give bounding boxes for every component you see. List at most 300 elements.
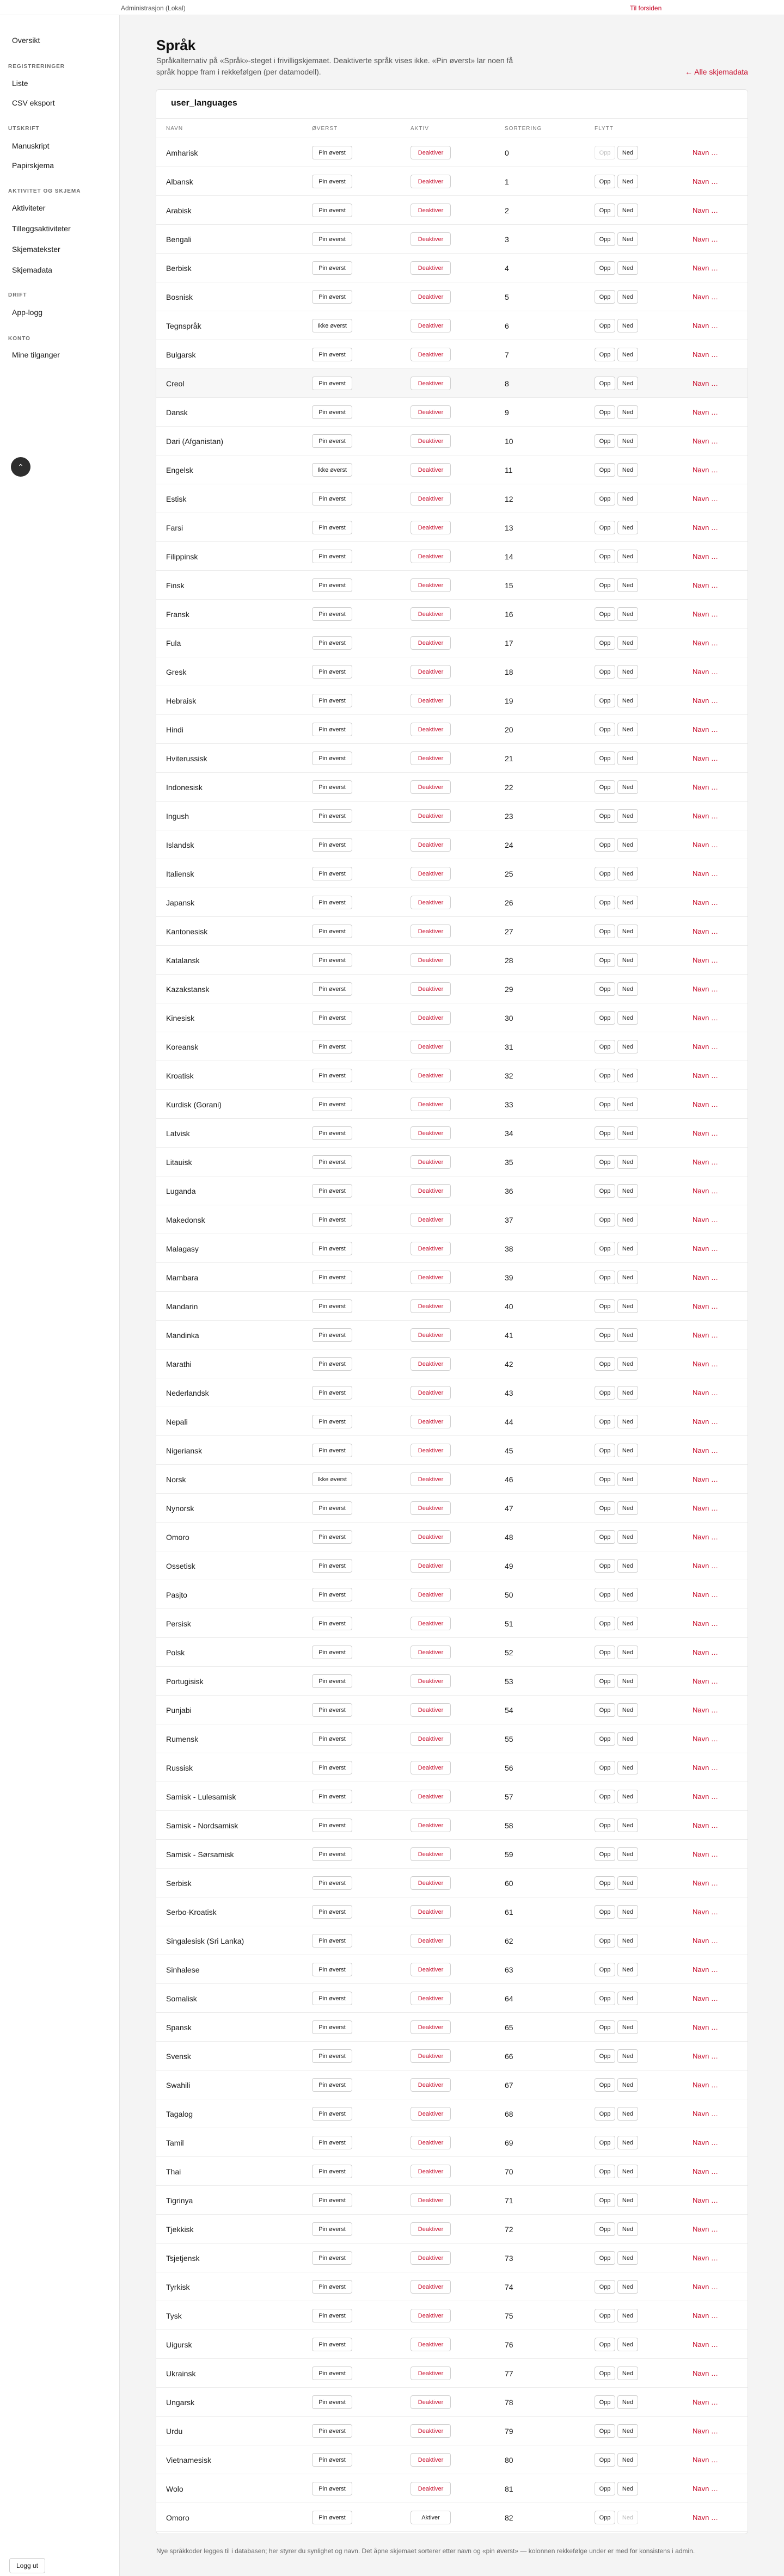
pin-top-button[interactable]: Pin øverst [312,2453,352,2467]
move-down-button[interactable]: Ned [617,463,638,477]
deactivate-button[interactable]: Deaktiver [411,1646,451,1659]
move-down-button[interactable]: Ned [617,2222,638,2236]
move-up-button[interactable]: Opp [595,1271,615,1284]
pin-top-button[interactable]: Pin øverst [312,1674,352,1688]
deactivate-button[interactable]: Deaktiver [411,1415,451,1428]
move-down-button[interactable]: Ned [617,1559,638,1573]
pin-top-button[interactable]: Pin øverst [312,953,352,967]
move-up-button[interactable]: Opp [595,665,615,679]
rename-link[interactable]: Navn … [693,870,718,878]
move-down-button[interactable]: Ned [617,1674,638,1688]
rename-link[interactable]: Navn … [693,2225,718,2233]
move-up-button[interactable]: Opp [595,1761,615,1774]
move-down-button[interactable]: Ned [617,2107,638,2121]
move-down-button[interactable]: Ned [617,377,638,390]
rename-link[interactable]: Navn … [693,725,718,734]
rename-link[interactable]: Navn … [693,1821,718,1829]
rename-link[interactable]: Navn … [693,2052,718,2060]
move-up-button[interactable]: Opp [595,1069,615,1082]
move-down-button[interactable]: Ned [617,2280,638,2294]
move-down-button[interactable]: Ned [617,232,638,246]
sidebar-item-my-access[interactable]: Mine tilganger [12,350,60,359]
move-down-button[interactable]: Ned [617,261,638,275]
pin-top-button[interactable]: Pin øverst [312,521,352,534]
move-up-button[interactable]: Opp [595,1790,615,1803]
pin-top-button[interactable]: Pin øverst [312,1271,352,1284]
pin-top-button[interactable]: Pin øverst [312,1444,352,1457]
rename-link[interactable]: Navn … [693,2167,718,2176]
rename-link[interactable]: Navn … [693,235,718,243]
move-up-button[interactable]: Opp [595,809,615,823]
move-down-button[interactable]: Ned [617,1992,638,2005]
move-down-button[interactable]: Ned [617,751,638,765]
move-down-button[interactable]: Ned [617,1069,638,1082]
pin-top-button[interactable]: Pin øverst [312,2395,352,2409]
pin-top-button[interactable]: Pin øverst [312,2078,352,2092]
move-down-button[interactable]: Ned [617,1472,638,1486]
move-up-button[interactable]: Opp [595,146,615,159]
rename-link[interactable]: Navn … [693,581,718,589]
deactivate-button[interactable]: Deaktiver [411,232,451,246]
deactivate-button[interactable]: Deaktiver [411,2193,451,2207]
move-down-button[interactable]: Ned [617,550,638,563]
deactivate-button[interactable]: Deaktiver [411,2280,451,2294]
deactivate-button[interactable]: Deaktiver [411,1155,451,1169]
deactivate-button[interactable]: Deaktiver [411,146,451,159]
deactivate-button[interactable]: Deaktiver [411,982,451,996]
rename-link[interactable]: Navn … [693,1937,718,1945]
rename-link[interactable]: Navn … [693,1071,718,1080]
deactivate-button[interactable]: Deaktiver [411,665,451,679]
rename-link[interactable]: Navn … [693,466,718,474]
pin-top-button[interactable]: Pin øverst [312,1617,352,1630]
rename-link[interactable]: Navn … [693,1475,718,1483]
rename-link[interactable]: Navn … [693,1129,718,1137]
pin-top-button[interactable]: Pin øverst [312,232,352,246]
move-up-button[interactable]: Opp [595,1472,615,1486]
deactivate-button[interactable]: Deaktiver [411,1357,451,1371]
pin-top-button[interactable]: Pin øverst [312,578,352,592]
move-up-button[interactable]: Opp [595,2020,615,2034]
move-up-button[interactable]: Opp [595,925,615,938]
deactivate-button[interactable]: Deaktiver [411,1934,451,1948]
deactivate-button[interactable]: Deaktiver [411,838,451,852]
deactivate-button[interactable]: Deaktiver [411,1386,451,1400]
move-down-button[interactable]: Ned [617,405,638,419]
deactivate-button[interactable]: Deaktiver [411,1732,451,1746]
rename-link[interactable]: Navn … [693,2456,718,2464]
pin-top-button[interactable]: Pin øverst [312,1501,352,1515]
move-down-button[interactable]: Ned [617,1761,638,1774]
deactivate-button[interactable]: Deaktiver [411,751,451,765]
pin-top-button[interactable]: Pin øverst [312,377,352,390]
deactivate-button[interactable]: Deaktiver [411,723,451,736]
pin-top-button[interactable]: Pin øverst [312,1415,352,1428]
rename-link[interactable]: Navn … [693,206,718,214]
rename-link[interactable]: Navn … [693,610,718,618]
move-up-button[interactable]: Opp [595,492,615,506]
pin-top-button[interactable]: Pin øverst [312,751,352,765]
sidebar-item-csv-export[interactable]: CSV eksport [12,98,55,107]
pin-top-button[interactable]: Pin øverst [312,1559,352,1573]
move-up-button[interactable]: Opp [595,2049,615,2063]
scroll-top-button[interactable] [11,457,30,477]
deactivate-button[interactable]: Deaktiver [411,1040,451,1053]
pin-top-button[interactable]: Pin øverst [312,896,352,909]
move-down-button[interactable]: Ned [617,578,638,592]
deactivate-button[interactable]: Deaktiver [411,1271,451,1284]
move-up-button[interactable]: Opp [595,1847,615,1861]
move-up-button[interactable]: Opp [595,1415,615,1428]
move-down-button[interactable]: Ned [617,2511,638,2524]
rename-link[interactable]: Navn … [693,1764,718,1772]
move-down-button[interactable]: Ned [617,2482,638,2495]
rename-link[interactable]: Navn … [693,2081,718,2089]
move-down-button[interactable]: Ned [617,1213,638,1227]
move-down-button[interactable]: Ned [617,1040,638,1053]
deactivate-button[interactable]: Deaktiver [411,925,451,938]
pin-top-button[interactable]: Ikke øverst [312,1472,352,1486]
move-up-button[interactable]: Opp [595,175,615,188]
deactivate-button[interactable]: Deaktiver [411,2251,451,2265]
deactivate-button[interactable]: Deaktiver [411,1963,451,1976]
deactivate-button[interactable]: Deaktiver [411,319,451,332]
move-up-button[interactable]: Opp [595,2453,615,2467]
rename-link[interactable]: Navn … [693,1273,718,1281]
rename-link[interactable]: Navn … [693,1360,718,1368]
pin-top-button[interactable]: Pin øverst [312,2049,352,2063]
move-down-button[interactable]: Ned [617,867,638,880]
pin-top-button[interactable]: Pin øverst [312,1588,352,1601]
deactivate-button[interactable]: Deaktiver [411,867,451,880]
deactivate-button[interactable]: Deaktiver [411,780,451,794]
rename-link[interactable]: Navn … [693,1331,718,1339]
deactivate-button[interactable]: Deaktiver [411,2309,451,2322]
rename-link[interactable]: Navn … [693,898,718,907]
deactivate-button[interactable]: Deaktiver [411,1069,451,1082]
deactivate-button[interactable]: Deaktiver [411,290,451,304]
pin-top-button[interactable]: Pin øverst [312,1703,352,1717]
deactivate-button[interactable]: Deaktiver [411,2424,451,2438]
deactivate-button[interactable]: Deaktiver [411,1905,451,1919]
rename-link[interactable]: Navn … [693,841,718,849]
pin-top-button[interactable]: Pin øverst [312,1242,352,1255]
pin-top-button[interactable]: Pin øverst [312,2511,352,2524]
move-down-button[interactable]: Ned [617,809,638,823]
pin-top-button[interactable]: Pin øverst [312,1069,352,1082]
rename-link[interactable]: Navn … [693,2369,718,2377]
pin-top-button[interactable]: Pin øverst [312,348,352,361]
pin-top-button[interactable]: Pin øverst [312,2107,352,2121]
move-down-button[interactable]: Ned [617,838,638,852]
move-up-button[interactable]: Opp [595,1876,615,1890]
move-up-button[interactable]: Opp [595,1992,615,2005]
rename-link[interactable]: Navn … [693,1418,718,1426]
pin-top-button[interactable]: Pin øverst [312,2251,352,2265]
pin-top-button[interactable]: Pin øverst [312,2136,352,2149]
pin-top-button[interactable]: Pin øverst [312,2193,352,2207]
pin-top-button[interactable]: Pin øverst [312,1126,352,1140]
pin-top-button[interactable]: Pin øverst [312,2222,352,2236]
move-down-button[interactable]: Ned [617,1242,638,1255]
move-up-button[interactable]: Opp [595,1732,615,1746]
move-up-button[interactable]: Opp [595,2395,615,2409]
move-down-button[interactable]: Ned [617,780,638,794]
move-down-button[interactable]: Ned [617,982,638,996]
deactivate-button[interactable]: Deaktiver [411,896,451,909]
move-down-button[interactable]: Ned [617,2049,638,2063]
move-up-button[interactable]: Opp [595,1184,615,1198]
deactivate-button[interactable]: Deaktiver [411,463,451,477]
move-up-button[interactable]: Opp [595,1905,615,1919]
move-down-button[interactable]: Ned [617,319,638,332]
move-up-button[interactable]: Opp [595,2309,615,2322]
deactivate-button[interactable]: Deaktiver [411,1011,451,1025]
deactivate-button[interactable]: Deaktiver [411,521,451,534]
move-down-button[interactable]: Ned [617,492,638,506]
move-up-button[interactable]: Opp [595,1155,615,1169]
pin-top-button[interactable]: Pin øverst [312,1790,352,1803]
deactivate-button[interactable]: Deaktiver [411,2165,451,2178]
pin-top-button[interactable]: Pin øverst [312,434,352,448]
move-down-button[interactable]: Ned [617,1617,638,1630]
rename-link[interactable]: Navn … [693,1735,718,1743]
deactivate-button[interactable]: Deaktiver [411,1703,451,1717]
deactivate-button[interactable]: Deaktiver [411,1328,451,1342]
activate-button[interactable]: Aktiver [411,2511,451,2524]
rename-link[interactable]: Navn … [693,2485,718,2493]
move-up-button[interactable]: Opp [595,1617,615,1630]
rename-link[interactable]: Navn … [693,1619,718,1628]
rename-link[interactable]: Navn … [693,552,718,560]
move-up-button[interactable]: Opp [595,2338,615,2351]
sidebar-item-activities[interactable]: Aktiviteter [12,204,46,212]
deactivate-button[interactable]: Deaktiver [411,2395,451,2409]
move-down-button[interactable]: Ned [617,1328,638,1342]
rename-link[interactable]: Navn … [693,2398,718,2406]
deactivate-button[interactable]: Deaktiver [411,434,451,448]
deactivate-button[interactable]: Deaktiver [411,578,451,592]
sidebar-item-extra-activities[interactable]: Tilleggsaktiviteter [12,224,71,233]
rename-link[interactable]: Navn … [693,1158,718,1166]
move-down-button[interactable]: Ned [617,1126,638,1140]
pin-top-button[interactable]: Pin øverst [312,665,352,679]
pin-top-button[interactable]: Pin øverst [312,405,352,419]
move-down-button[interactable]: Ned [617,2020,638,2034]
move-up-button[interactable]: Opp [595,867,615,880]
move-up-button[interactable]: Opp [595,1530,615,1544]
deactivate-button[interactable]: Deaktiver [411,2338,451,2351]
sidebar-item-manuscript[interactable]: Manuskript [12,141,50,150]
pin-top-button[interactable]: Pin øverst [312,550,352,563]
deactivate-button[interactable]: Deaktiver [411,1559,451,1573]
move-up-button[interactable]: Opp [595,2424,615,2438]
deactivate-button[interactable]: Deaktiver [411,1847,451,1861]
move-up-button[interactable]: Opp [595,2367,615,2380]
deactivate-button[interactable]: Deaktiver [411,1761,451,1774]
rename-link[interactable]: Navn … [693,1389,718,1397]
move-up-button[interactable]: Opp [595,1011,615,1025]
move-up-button[interactable]: Opp [595,1588,615,1601]
pin-top-button[interactable]: Pin øverst [312,2280,352,2294]
move-up-button[interactable]: Opp [595,982,615,996]
move-down-button[interactable]: Ned [617,1098,638,1111]
deactivate-button[interactable]: Deaktiver [411,1588,451,1601]
move-down-button[interactable]: Ned [617,1732,638,1746]
move-down-button[interactable]: Ned [617,1444,638,1457]
move-down-button[interactable]: Ned [617,1501,638,1515]
move-up-button[interactable]: Opp [595,723,615,736]
move-up-button[interactable]: Opp [595,1386,615,1400]
move-down-button[interactable]: Ned [617,2078,638,2092]
sidebar-item-overview[interactable]: Oversikt [12,36,40,45]
deactivate-button[interactable]: Deaktiver [411,2482,451,2495]
deactivate-button[interactable]: Deaktiver [411,694,451,707]
move-up-button[interactable]: Opp [595,694,615,707]
move-down-button[interactable]: Ned [617,1588,638,1601]
rename-link[interactable]: Navn … [693,1591,718,1599]
deactivate-button[interactable]: Deaktiver [411,1444,451,1457]
move-up-button[interactable]: Opp [595,2078,615,2092]
rename-link[interactable]: Navn … [693,1533,718,1541]
pin-top-button[interactable]: Pin øverst [312,1530,352,1544]
move-down-button[interactable]: Ned [617,2367,638,2380]
move-up-button[interactable]: Opp [595,1559,615,1573]
move-down-button[interactable]: Ned [617,694,638,707]
deactivate-button[interactable]: Deaktiver [411,2453,451,2467]
front-page-link[interactable]: Til forsiden [630,4,662,12]
move-down-button[interactable]: Ned [617,2395,638,2409]
move-down-button[interactable]: Ned [617,1155,638,1169]
rename-link[interactable]: Navn … [693,1706,718,1714]
rename-link[interactable]: Navn … [693,639,718,647]
rename-link[interactable]: Navn … [693,1244,718,1253]
deactivate-button[interactable]: Deaktiver [411,1299,451,1313]
move-up-button[interactable]: Opp [595,953,615,967]
rename-link[interactable]: Navn … [693,2196,718,2204]
deactivate-button[interactable]: Deaktiver [411,1472,451,1486]
back-to-form-data-link[interactable]: ← Alle skjemadata [685,67,748,76]
move-up-button[interactable]: Opp [595,1242,615,1255]
move-down-button[interactable]: Ned [617,204,638,217]
deactivate-button[interactable]: Deaktiver [411,953,451,967]
pin-top-button[interactable]: Pin øverst [312,261,352,275]
rename-link[interactable]: Navn … [693,379,718,387]
pin-top-button[interactable]: Pin øverst [312,809,352,823]
pin-top-button[interactable]: Pin øverst [312,1876,352,1890]
rename-link[interactable]: Navn … [693,2254,718,2262]
pin-top-button[interactable]: Pin øverst [312,1040,352,1053]
move-up-button[interactable]: Opp [595,319,615,332]
move-up-button[interactable]: Opp [595,2280,615,2294]
move-down-button[interactable]: Ned [617,1011,638,1025]
pin-top-button[interactable]: Pin øverst [312,694,352,707]
deactivate-button[interactable]: Deaktiver [411,1501,451,1515]
move-down-button[interactable]: Ned [617,1415,638,1428]
rename-link[interactable]: Navn … [693,495,718,503]
rename-link[interactable]: Navn … [693,1792,718,1801]
rename-link[interactable]: Navn … [693,2513,718,2522]
rename-link[interactable]: Navn … [693,2110,718,2118]
move-up-button[interactable]: Opp [595,550,615,563]
rename-link[interactable]: Navn … [693,1879,718,1887]
rename-link[interactable]: Navn … [693,1014,718,1022]
pin-top-button[interactable]: Pin øverst [312,2020,352,2034]
pin-top-button[interactable]: Pin øverst [312,1761,352,1774]
move-down-button[interactable]: Ned [617,348,638,361]
move-up-button[interactable]: Opp [595,261,615,275]
move-up-button[interactable]: Opp [595,348,615,361]
rename-link[interactable]: Navn … [693,1043,718,1051]
rename-link[interactable]: Navn … [693,177,718,186]
deactivate-button[interactable]: Deaktiver [411,175,451,188]
move-up-button[interactable]: Opp [595,838,615,852]
move-up-button[interactable]: Opp [595,2107,615,2121]
pin-top-button[interactable]: Pin øverst [312,175,352,188]
rename-link[interactable]: Navn … [693,697,718,705]
move-up-button[interactable]: Opp [595,1963,615,1976]
pin-top-button[interactable]: Pin øverst [312,2338,352,2351]
pin-top-button[interactable]: Pin øverst [312,723,352,736]
move-up-button[interactable]: Opp [595,578,615,592]
pin-top-button[interactable]: Pin øverst [312,925,352,938]
rename-link[interactable]: Navn … [693,1216,718,1224]
move-up-button[interactable]: Opp [595,751,615,765]
sidebar-item-list[interactable]: Liste [12,79,28,88]
move-down-button[interactable]: Ned [617,2338,638,2351]
move-down-button[interactable]: Ned [617,2424,638,2438]
move-down-button[interactable]: Ned [617,925,638,938]
move-up-button[interactable]: Opp [595,463,615,477]
pin-top-button[interactable]: Pin øverst [312,1357,352,1371]
move-down-button[interactable]: Ned [617,1876,638,1890]
rename-link[interactable]: Navn … [693,1677,718,1685]
deactivate-button[interactable]: Deaktiver [411,1674,451,1688]
move-up-button[interactable]: Opp [595,1299,615,1313]
pin-top-button[interactable]: Pin øverst [312,867,352,880]
deactivate-button[interactable]: Deaktiver [411,607,451,621]
move-up-button[interactable]: Opp [595,521,615,534]
rename-link[interactable]: Navn … [693,322,718,330]
move-up-button[interactable]: Opp [595,1934,615,1948]
move-down-button[interactable]: Ned [617,1386,638,1400]
move-up-button[interactable]: Opp [595,1703,615,1717]
rename-link[interactable]: Navn … [693,2427,718,2435]
move-up-button[interactable]: Opp [595,1040,615,1053]
pin-top-button[interactable]: Pin øverst [312,1732,352,1746]
pin-top-button[interactable]: Pin øverst [312,2367,352,2380]
rename-link[interactable]: Navn … [693,812,718,820]
move-up-button[interactable]: Opp [595,1357,615,1371]
rename-link[interactable]: Navn … [693,1965,718,1974]
deactivate-button[interactable]: Deaktiver [411,1184,451,1198]
deactivate-button[interactable]: Deaktiver [411,2049,451,2063]
deactivate-button[interactable]: Deaktiver [411,2107,451,2121]
move-up-button[interactable]: Opp [595,1328,615,1342]
rename-link[interactable]: Navn … [693,2312,718,2320]
move-up-button[interactable]: Opp [595,1646,615,1659]
move-up-button[interactable]: Opp [595,377,615,390]
pin-top-button[interactable]: Pin øverst [312,1011,352,1025]
rename-link[interactable]: Navn … [693,754,718,762]
move-up-button[interactable]: Opp [595,1819,615,1832]
rename-link[interactable]: Navn … [693,783,718,791]
pin-top-button[interactable]: Pin øverst [312,1905,352,1919]
deactivate-button[interactable]: Deaktiver [411,348,451,361]
deactivate-button[interactable]: Deaktiver [411,204,451,217]
move-down-button[interactable]: Ned [617,1905,638,1919]
deactivate-button[interactable]: Deaktiver [411,2367,451,2380]
